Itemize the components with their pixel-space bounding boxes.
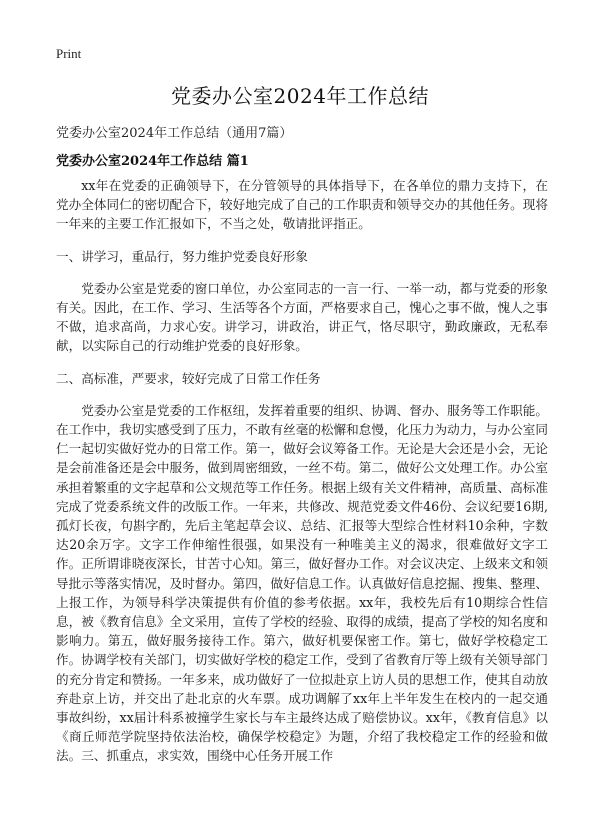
section-two-heading: 二、高标准，严要求，较好完成了日常工作任务 [56, 370, 321, 386]
section-one-paragraph: 党委办公室是党委的窗口单位，办公室同志的一言一行、一举一动，都与党委的形象有关。因此，在工作、学习、生活等各个方面，严格要求自己，愧心之事不做，愧人之事不做，追求高尚，力求心安。讲学习，讲政治，讲正气，恪尽职守，勤政廉政，无私奉献，以实际自己的行动维护党委的良好形象。 [56, 280, 548, 354]
section-heading: 党委办公室2024年工作总结 篇1 [56, 154, 249, 169]
page-title: 党委办公室2024年工作总结 [171, 84, 429, 108]
intro-paragraph: xx年在党委的正确领导下，在分管领导的具体指导下，在各单位的鼎力支持下，在党办全体同仁的密切配合下，较好地完成了自己的工作职责和领导交办的其他任务。现将一年来的主要工作汇报如下，不当之处，敬请批评指正。 [56, 178, 548, 232]
document-subtitle: 党委办公室2024年工作总结（通用7篇） [56, 126, 293, 141]
print-link[interactable]: Print [56, 46, 82, 61]
section-two-paragraph: 党委办公室是党委的工作枢纽，发挥着重要的组织、协调、督办、服务等工作职能。在工作中，我切实感受到了压力，不敢有丝毫的松懈和怠慢，化压力为动力，与办公室同仁一起切实做好党办的日常工作。第一，做好会议筹备工作。无论是大会还是小会，无论是会前准备还是会中服务，做到周密细致，一丝不苟。第二，做好公文处理工作。办公室承担着繁重的文字起草和公文规范等工作任务。根据上级有关文件精神，高质量、高标准完成了党委系统文件的改版工作。一年来，共修改、规范党委文件46份、会议纪要16期,孤灯长夜，句斟字酌，先后主笔起草会议、总结、汇报等大型综合性材料10余种，字数达20余万字。文字工作伸缩性很强，如果没有一种唯美主义的渴求，很难做好文字工作。正所谓诽晓夜深长，甘苦寸心知。第三，做好督办工作。对会议决定、上级来文和领导批示等落实情况，及时督办。第四，做好信息工作。认真做好信息挖掘、搜集、整理、上报工作，为领导科学决策提供有价值的参考依据。xx年，我校先后有10期综合性信息，被《教育信息》全文采用，宣传了学校的经验、取得的成绩，提高了学校的知名度和影响力。第五，做好服务接待工作。第六，做好机要保密工作。第七，做好学校稳定工作。协调学校有关部门，切实做好学校的稳定工作，受到了省教育厅等上级有关领导部门的充分肯定和赞扬。一年多来，成功做好了一位拟赴京上访人员的思想工作，使其自动放弃赴京上访，并交出了赴北京的火车票。成功调解了xx年上半年发生在校内的一起交通事故纠纷，xx届计科系被撞学生家长与车主最终达成了赔偿协议。xx年，《教育信息》以《商丘师范学院坚持依法治校，确保学校稳定》为题，介绍了我校稳定工作的经验和做法。三、抓重点，求实效，围绕中心任务开展工作 [56, 402, 548, 764]
section-one-heading: 一、讲学习，重品行，努力维护党委良好形象 [56, 248, 308, 264]
article-body [56, 176, 548, 779]
